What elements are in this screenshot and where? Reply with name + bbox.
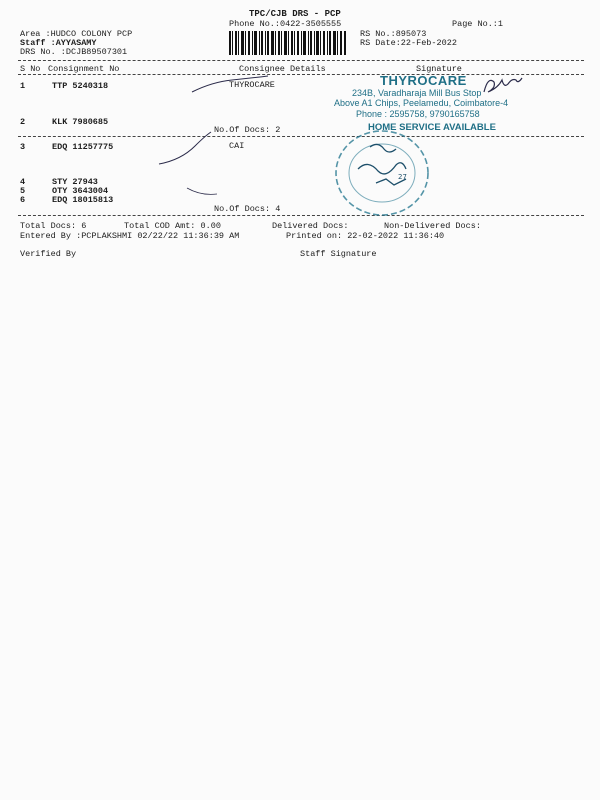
row-2-consignment: KLK 7980685 bbox=[52, 117, 109, 127]
row-5-sno: 5 bbox=[20, 186, 26, 196]
divider-group bbox=[18, 136, 584, 137]
row-1-consignment: TTP 5240318 bbox=[52, 81, 109, 91]
col-consignment: Consignment No bbox=[48, 64, 120, 74]
stamp-address-2: Above A1 Chips, Peelamedu, Coimbatore-4 bbox=[334, 98, 509, 108]
handwritten-signature bbox=[478, 70, 528, 102]
row-3-details: CAI bbox=[229, 141, 245, 151]
row-6-sno: 6 bbox=[20, 195, 26, 205]
round-seal-stamp bbox=[330, 125, 440, 220]
group-docs-1: No.Of Docs: 2 bbox=[214, 125, 281, 135]
document-title: TPC/CJB DRS - PCP bbox=[249, 9, 341, 19]
non-delivered-docs: Non-Delivered Docs: bbox=[384, 221, 481, 231]
staff-label: Staff :AYYASAMY bbox=[20, 38, 97, 48]
divider-top bbox=[18, 60, 584, 61]
total-docs: Total Docs: 6 bbox=[20, 221, 87, 231]
row-2-sno: 2 bbox=[20, 117, 26, 127]
stamp-company: THYROCARE bbox=[380, 73, 467, 88]
page-number: Page No.:1 bbox=[452, 19, 504, 29]
row-1-sno: 1 bbox=[20, 81, 26, 91]
row-5-consignment: OTY 3643004 bbox=[52, 186, 109, 196]
stamp-address-1: 234B, Varadharaja Mill Bus Stop bbox=[352, 88, 482, 98]
svg-text:27: 27 bbox=[398, 173, 407, 181]
rs-number: RS No.:895073 bbox=[360, 29, 427, 39]
drs-number: DRS No. :DCJB89507301 bbox=[20, 47, 128, 57]
row-3-sno: 3 bbox=[20, 142, 26, 152]
row-4-sno: 4 bbox=[20, 177, 26, 187]
col-sno: S No bbox=[20, 64, 41, 74]
divider-bottom bbox=[18, 215, 584, 216]
signature-stroke-1 bbox=[190, 74, 270, 96]
col-details: Consignee Details bbox=[239, 64, 326, 74]
printed-on: Printed on: 22-02-2022 11:36:40 bbox=[286, 231, 445, 241]
signature-stroke-2 bbox=[155, 130, 215, 170]
signature-stroke-3 bbox=[185, 184, 235, 198]
rs-date: RS Date:22-Feb-2022 bbox=[360, 38, 457, 48]
row-6-consignment: EDQ 18015813 bbox=[52, 195, 114, 205]
stamp-phone: Phone : 2595758, 9790165758 bbox=[356, 109, 480, 119]
area-label: Area :HUDCO COLONY PCP bbox=[20, 29, 133, 39]
phone-number: Phone No.:0422-3505555 bbox=[229, 19, 342, 29]
total-cod: Total COD Amt: 0.00 bbox=[124, 221, 221, 231]
stamp-service: HOME SERVICE AVAILABLE bbox=[368, 122, 496, 133]
entered-by: Entered By :PCPLAKSHMI 02/22/22 11:36:39 AM bbox=[20, 231, 240, 241]
verified-by-label: Verified By bbox=[20, 249, 77, 259]
staff-signature-label: Staff Signature bbox=[300, 249, 377, 259]
delivered-docs: Delivered Docs: bbox=[272, 221, 349, 231]
barcode bbox=[229, 31, 346, 55]
row-1-details: THYROCARE bbox=[229, 80, 275, 90]
col-signature: Signature bbox=[416, 64, 462, 74]
group-docs-2: No.Of Docs: 4 bbox=[214, 204, 281, 214]
row-4-consignment: STY 27943 bbox=[52, 177, 98, 187]
row-3-consignment: EDQ 11257775 bbox=[52, 142, 114, 152]
